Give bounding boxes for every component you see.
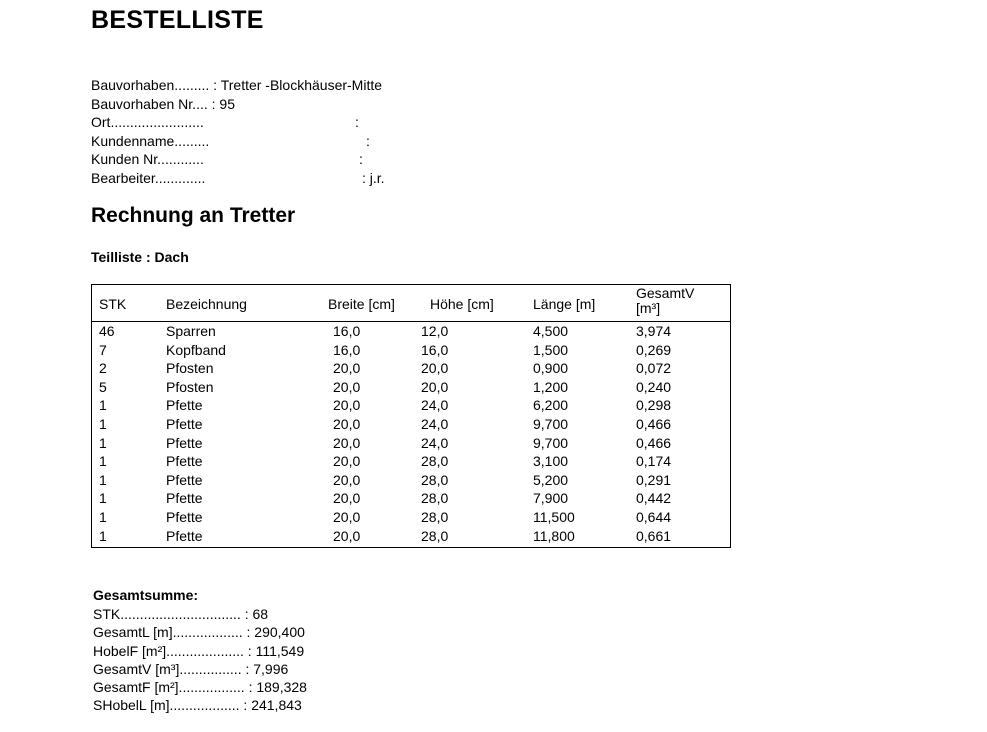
cell-stk: 1 — [99, 453, 107, 470]
table-row — [92, 378, 730, 397]
cell-bezeichnung: Pfosten — [166, 360, 214, 377]
meta-label: Kundenname......... — [91, 132, 210, 149]
cell-stk: 5 — [99, 378, 107, 395]
header-hoehe: Höhe [cm] — [430, 296, 494, 312]
cell-stk: 1 — [99, 397, 107, 414]
cell-bezeichnung: Kopfband — [166, 341, 226, 358]
cell-stk: 1 — [99, 508, 107, 525]
cell-hoehe: 24,0 — [421, 397, 449, 414]
cell-hoehe: 28,0 — [421, 508, 449, 525]
header-gesamtv-label: GesamtV — [636, 285, 695, 301]
cell-laenge: 9,700 — [533, 434, 569, 451]
cell-laenge: 6,200 — [533, 397, 569, 414]
summary-line: GesamtV [m³]................ : 7,996 — [93, 660, 289, 677]
table-row — [92, 452, 730, 471]
cell-gesamtv: 0,291 — [636, 471, 672, 488]
header-bezeichnung: Bezeichnung — [166, 296, 247, 312]
table-row — [92, 359, 730, 378]
table-row — [92, 341, 730, 360]
cell-gesamtv: 0,240 — [636, 378, 672, 395]
cell-gesamtv: 0,298 — [636, 397, 672, 414]
cell-laenge: 9,700 — [533, 415, 569, 432]
cell-breite: 16,0 — [333, 323, 361, 339]
table-row — [92, 396, 730, 415]
table-body — [92, 322, 730, 545]
meta-label: Kunden Nr............ — [91, 151, 204, 167]
header-breite: Breite [cm] — [328, 296, 395, 312]
cell-stk: 2 — [99, 360, 107, 377]
meta-value: : — [355, 114, 359, 130]
order-table — [91, 284, 731, 548]
cell-bezeichnung: Pfette — [166, 471, 203, 488]
cell-breite: 20,0 — [333, 490, 361, 507]
header-laenge: Länge [m] — [533, 296, 596, 312]
summary-line: STK............................... : 68 — [93, 606, 269, 622]
cell-breite: 20,0 — [333, 378, 361, 395]
cell-hoehe: 28,0 — [421, 490, 449, 507]
header-stk: STK — [99, 296, 127, 312]
header-gesamtv — [636, 286, 694, 316]
summary-line: SHobelL [m].................. : 241,843 — [93, 697, 302, 714]
table-row — [92, 527, 730, 546]
cell-hoehe: 28,0 — [421, 527, 449, 544]
cell-breite: 20,0 — [333, 360, 361, 377]
summary-line: GesamtL [m].................. : 290,400 — [93, 624, 305, 641]
summary-line: GesamtF [m²]................. : 189,328 — [93, 679, 307, 696]
table-header — [92, 285, 730, 322]
cell-stk: 1 — [99, 434, 107, 451]
cell-stk: 1 — [99, 415, 107, 432]
cell-laenge: 1,500 — [533, 341, 569, 358]
table-row — [92, 415, 730, 434]
cell-hoehe: 28,0 — [421, 453, 449, 470]
cell-laenge: 11,500 — [533, 508, 575, 525]
summary-line: HobelF [m²].................... : 111,549 — [93, 642, 305, 659]
summary-list — [93, 605, 307, 715]
cell-laenge: 11,800 — [533, 527, 575, 544]
cell-hoehe: 20,0 — [421, 360, 449, 377]
cell-stk: 1 — [99, 471, 107, 488]
cell-breite: 20,0 — [333, 397, 361, 414]
cell-bezeichnung: Pfette — [166, 527, 203, 544]
cell-gesamtv: 0,072 — [636, 360, 672, 377]
cell-bezeichnung: Pfette — [166, 397, 203, 414]
meta-value: : — [359, 151, 363, 167]
table-row — [92, 471, 730, 490]
meta-label: Bauvorhaben......... : Tretter -Blockhäuser-Mitte — [91, 77, 383, 93]
cell-hoehe: 16,0 — [421, 341, 449, 358]
meta-label: Bauvorhaben Nr.... : 95 — [91, 95, 235, 112]
meta-value: : j.r. — [362, 169, 385, 186]
cell-laenge: 3,100 — [533, 453, 569, 470]
table-row — [92, 322, 730, 341]
cell-bezeichnung: Pfosten — [166, 378, 214, 395]
cell-gesamtv: 0,644 — [636, 508, 672, 525]
cell-laenge: 5,200 — [533, 471, 569, 488]
header-gesamtv-unit: [m³] — [636, 300, 661, 316]
cell-gesamtv: 0,466 — [636, 434, 672, 451]
cell-hoehe: 24,0 — [421, 434, 449, 451]
cell-stk: 1 — [99, 527, 107, 544]
cell-hoehe: 12,0 — [421, 323, 449, 339]
cell-laenge: 0,900 — [533, 360, 569, 377]
cell-gesamtv: 0,466 — [636, 415, 672, 432]
cell-laenge: 1,200 — [533, 378, 569, 395]
cell-laenge: 4,500 — [533, 323, 569, 339]
cell-bezeichnung: Pfette — [166, 508, 203, 525]
cell-breite: 20,0 — [333, 415, 361, 432]
cell-gesamtv: 0,269 — [636, 341, 672, 358]
cell-hoehe: 20,0 — [421, 378, 449, 395]
cell-gesamtv: 0,174 — [636, 453, 672, 470]
cell-breite: 20,0 — [333, 434, 361, 451]
cell-breite: 20,0 — [333, 471, 361, 488]
table-row — [92, 508, 730, 527]
cell-bezeichnung: Pfette — [166, 434, 203, 451]
document-title: BESTELLISTE — [91, 6, 264, 34]
cell-breite: 20,0 — [333, 453, 361, 470]
cell-bezeichnung: Pfette — [166, 490, 203, 507]
cell-stk: 7 — [99, 341, 107, 358]
partial-list-heading: Teilliste : Dach — [91, 249, 189, 265]
cell-gesamtv: 3,974 — [636, 323, 672, 339]
meta-label: Bearbeiter............. — [91, 169, 206, 186]
cell-gesamtv: 0,661 — [636, 527, 672, 544]
cell-hoehe: 28,0 — [421, 471, 449, 488]
cell-bezeichnung: Sparren — [166, 323, 216, 339]
summary-title: Gesamtsumme: — [93, 587, 199, 603]
cell-stk: 1 — [99, 490, 107, 507]
invoice-heading: Rechnung an Tretter — [91, 204, 296, 227]
meta-label: Ort........................ — [91, 114, 204, 130]
cell-gesamtv: 0,442 — [636, 490, 672, 507]
table-row — [92, 434, 730, 453]
meta-value: : — [366, 132, 370, 149]
cell-stk: 46 — [99, 323, 115, 339]
cell-laenge: 7,900 — [533, 490, 569, 507]
table-row — [92, 489, 730, 508]
cell-bezeichnung: Pfette — [166, 453, 203, 470]
cell-breite: 16,0 — [333, 341, 361, 358]
cell-bezeichnung: Pfette — [166, 415, 203, 432]
cell-hoehe: 24,0 — [421, 415, 449, 432]
cell-breite: 20,0 — [333, 508, 361, 525]
cell-breite: 20,0 — [333, 527, 361, 544]
